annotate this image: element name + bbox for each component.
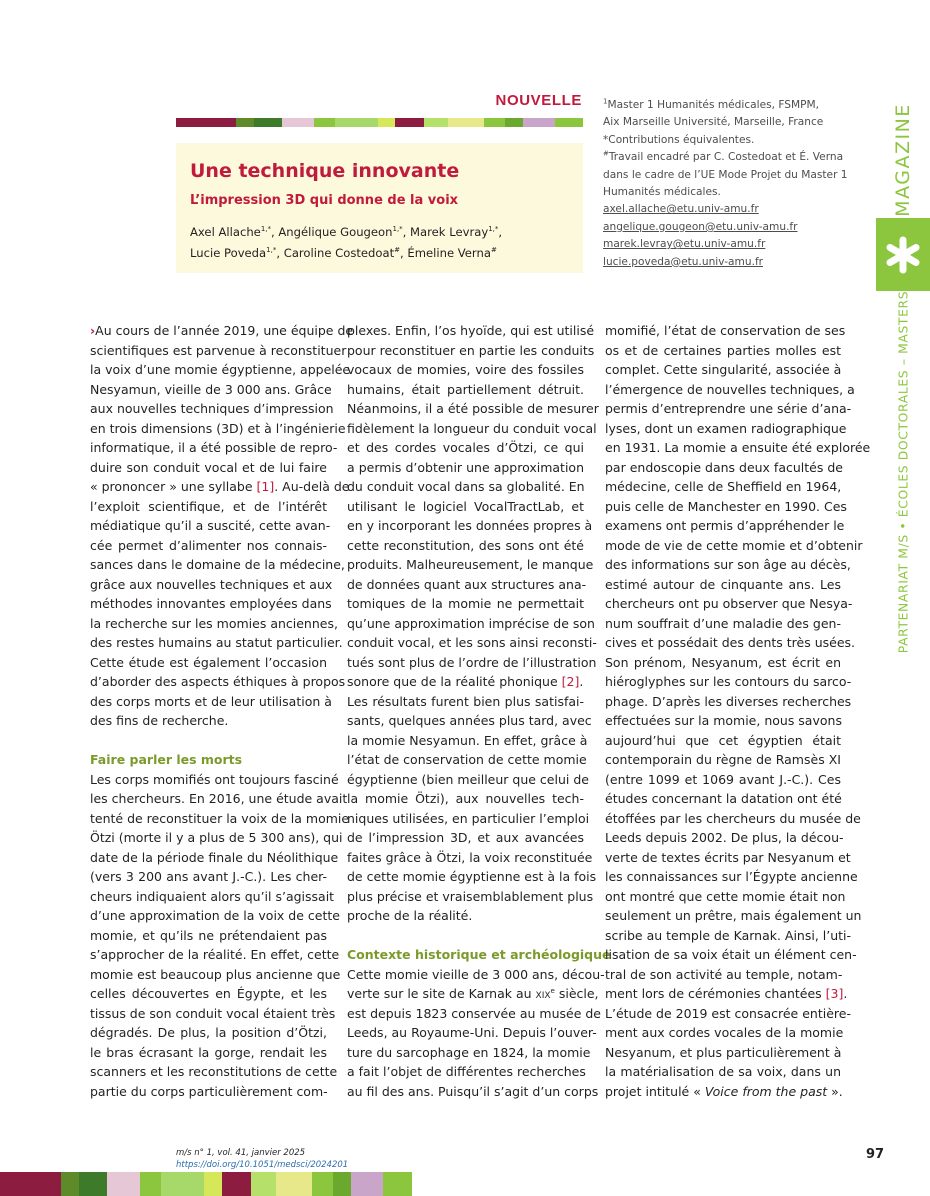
stripe-segment <box>378 118 396 127</box>
stripe-segment <box>140 1172 161 1196</box>
magazine-label: MAGAZINE <box>892 103 914 217</box>
author-name: Émeline Verna <box>407 246 491 260</box>
section-label: NOUVELLE <box>495 92 582 109</box>
journal-citation: m/s n° 1, vol. 41, janvier 2025 <box>176 1148 306 1158</box>
stripe-segment <box>312 1172 333 1196</box>
article-subtitle: L’impression 3D qui donne de la voix <box>190 193 459 208</box>
stripe-segment <box>351 1172 383 1196</box>
stripe-segment <box>201 118 236 127</box>
stripe-segment <box>25 1172 61 1196</box>
email-link[interactable]: axel.allache@etu.univ-amu.fr <box>603 203 759 216</box>
stripe-segment <box>161 1172 204 1196</box>
stripe-segment <box>251 1172 276 1196</box>
reference-link[interactable]: [3] <box>825 986 844 1001</box>
stripe-segment <box>333 1172 351 1196</box>
stripe-segment <box>222 1172 251 1196</box>
reference-link[interactable]: [1] <box>256 479 275 494</box>
stripe-segment <box>254 118 282 127</box>
stripe-segment <box>448 118 483 127</box>
section-heading: Faire parler les morts <box>90 752 243 767</box>
author-list: Axel Allache$^{1,*}$, Angélique Gougeon$^{1,*}$, Marek Levray$^{1,*}$, Lucie Poveda$^{1,*}$, Caroline Costedoat#, Émeline Verna# <box>190 225 503 260</box>
stripe-segment <box>383 1172 412 1196</box>
stripe-segment <box>107 1172 139 1196</box>
bottom-color-stripe <box>0 1172 412 1196</box>
email-link[interactable]: marek.levray@etu.univ-amu.fr <box>603 238 766 251</box>
stripe-segment <box>79 1172 108 1196</box>
section-heading: Contexte historique et archéologique <box>347 947 611 962</box>
email-link[interactable]: lucie.poveda@etu.univ-amu.fr <box>603 255 764 268</box>
page-number: 97 <box>866 1147 885 1162</box>
stripe-segment <box>484 118 505 127</box>
lead-arrow-icon: › <box>90 323 96 338</box>
partnership-label: PARTENARIAT M/S • ÉCOLES DOCTORALES – MASTERS <box>895 290 911 654</box>
stripe-segment <box>0 1172 25 1196</box>
stripe-segment <box>314 118 335 127</box>
body-column-1: ›Au cours de l’année 2019, une équipe de scientifiques est parvenue à reconstituer la voix d’une momie égyptienne, appelée Nesyamun, vieille de 3 000 ans. Grâce aux nouvelles techniques d’impression en trois dimensions (3D) et à l’ingénierie informatique, il a été possible de repro- duire son conduit vocal et de lui faire « prononcer » une syllabe [1]. Au-delà de l’exploit scientifique, et de l’intérêt médiatique qu’il a suscité, cette avan- cée permet d’alimenter nos connais- sances dans le domaine de la médecine, grâce aux nouvelles techniques et aux méthodes innovantes employées dans la recherche sur les momies anciennes, des restes humains au statut particulier. Cette étude est également l’occasion d’aborder des aspects éthiques à propos des corps morts et de leur utilisation à des fins de recherche. Faire parler les morts Les corps momifiés ont toujours fasciné les chercheurs. En 2016, une étude avait tenté de reconstituer la voix de la momie Ötzi (morte il y a plus de 5 300 ans), qui date de la période finale du Néolithique (vers 3 200 ans avant J.-C.). Les cher- cheurs indiquaient alors qu’il s’agissait d’une approximation de la voix de cette momie, et qu’ils ne prétendaient pas s’approcher de la réalité. En effet, cette momie est beaucoup plus ancienne que celles découvertes en Égypte, et les tissus de son conduit vocal étaient très dégradés. De plus, la position d’Ötzi, le bras écrasant la gorge, rendait les scanners et les reconstitutions de cette partie du corps particulièrement com- <box>90 323 354 1099</box>
stripe-segment <box>236 118 254 127</box>
stripe-segment <box>424 118 449 127</box>
stripe-segment <box>204 1172 222 1196</box>
author-name: Angélique Gougeon <box>278 225 393 239</box>
stripe-segment <box>335 118 377 127</box>
stripe-segment <box>505 118 523 127</box>
email-link[interactable]: angelique.gougeon@etu.univ-amu.fr <box>603 220 798 233</box>
body-column-2: plexes. Enfin, l’os hyoïde, qui est utilisé pour reconstituer en partie les conduits vocaux de momies, voire des fossiles humains, était partiellement détruit. Néanmoins, il a été possible de mesurer fidèlement la longueur du conduit vocal et des cordes vocales d’Ötzi, ce qui a permis d’obtenir une approximation du conduit vocal dans sa globalité. En utilisant le logiciel VocalTractLab, et en y incorporant les données propres à cette reconstitution, des sons ont été produits. Malheureusement, le manque de données quant aux structures ana- tomiques de la momie ne permettait qu’une approximation imprécise de son conduit vocal, et les sons ainsi reconsti- tués sont plus de l’ordre de l’illustration sonore que de la réalité phonique [2]. Les résultats furent bien plus satisfai- sants, quelques années plus tard, avec la momie Nesyamun. En effet, grâce à l’état de conservation de cette momie égyptienne (bien meilleur que celui de la momie Ötzi), aux nouvelles tech- niques utilisées, en particulier l’emploi de l’impression 3D, et aux avancées faites grâce à Ötzi, la voix reconstituée de cette momie égyptienne est à la fois plus précise et vraisemblablement plus proche de la réalité. Contexte historique et archéologique Cette momie vieille de 3 000 ans, décou- verte sur le site de Karnak au xix$^e$ siècle, est depuis 1823 conservée au musée de Leeds, au Royaume-Uni. Depuis l’ouver- ture du sarcophage en 1824, la momie a fait l’objet de différentes recherches au fil des ans. Puisqu’il s’agit d’un corps <box>347 323 611 1099</box>
stripe-segment <box>395 118 423 127</box>
stripe-segment <box>555 118 583 127</box>
stripe-segment <box>523 118 555 127</box>
affiliations: $^1$Master 1 Humanités médicales, FSMPM, Aix Marseille Université, Marseille, France *Contributions équivalentes. #Travail encadré par C. Costedoat et É. Verna dans le cadre de l’UE Mode Projet du Master 1 Humanités médicales. axel.allache@etu.univ-amu.fr angelique.gougeon@etu.univ-amu.fr marek.levray@etu.univ-amu.fr lucie.poveda@etu.univ-amu.fr <box>603 97 848 268</box>
author-name: Caroline Costedoat <box>283 246 395 260</box>
author-name: Marek Levray <box>410 225 489 239</box>
stripe-segment <box>176 118 201 127</box>
stripe-segment <box>282 118 314 127</box>
author-name: Axel Allache <box>190 225 261 239</box>
body-column-3: momifié, l’état de conservation de ses os et de certaines parties molles est complet. Cette singularité, associée à l’émergence de nouvelles techniques, a permis d’entreprendre une série d’ana- lyses, dont un examen radiographique en 1931. La momie a ensuite été explorée par endoscopie dans deux facultés de médecine, celle de Sheffield en 1964, puis celle de Manchester en 1990. Ces examens ont permis d’appréhender le mode de vie de cette momie et d’obtenir des informations sur son âge au décès, estimé autour de cinquante ans. Les chercheurs ont pu observer que Nesya- num souffrait d’une maladie des gen- cives et possédait des dents très usées. Son prénom, Nesyanum, est écrit en hiéroglyphes sur les contours du sarco- phage. D’après les diverses recherches effectuées sur la momie, nous savons aujourd’hui que cet égyptien était contemporain du règne de Ramsès XI (entre 1099 et 1069 avant J.-C.). Ces études concernant la datation ont été étoffées par les chercheurs du musée de Leeds depuis 2002. De plus, la décou- verte de textes écrits par Nesyanum et les connaissances sur l’Égypte ancienne ont montré que cette momie était non seulement un prêtre, mais également un scribe au temple de Karnak. Ainsi, l’uti- lisation de sa voix était un élément cen- tral de son activité au temple, notam- ment lors de cérémonies chantées [3]. L’étude de 2019 est consacrée entière- ment aux cordes vocales de la momie Nesyanum, et plus particulièrement à la matérialisation de sa voix, dans un projet intitulé « Voice from the past ». <box>605 323 871 1099</box>
asterisk-icon <box>876 218 930 291</box>
top-color-stripe <box>176 118 583 127</box>
stripe-segment <box>61 1172 79 1196</box>
article-title: Une technique innovante <box>190 160 460 182</box>
doi-link[interactable]: https://doi.org/10.1051/medsci/2024201 <box>176 1160 349 1170</box>
reference-link[interactable]: [2] <box>561 674 580 689</box>
author-name: Lucie Poveda <box>190 246 267 260</box>
stripe-segment <box>276 1172 312 1196</box>
